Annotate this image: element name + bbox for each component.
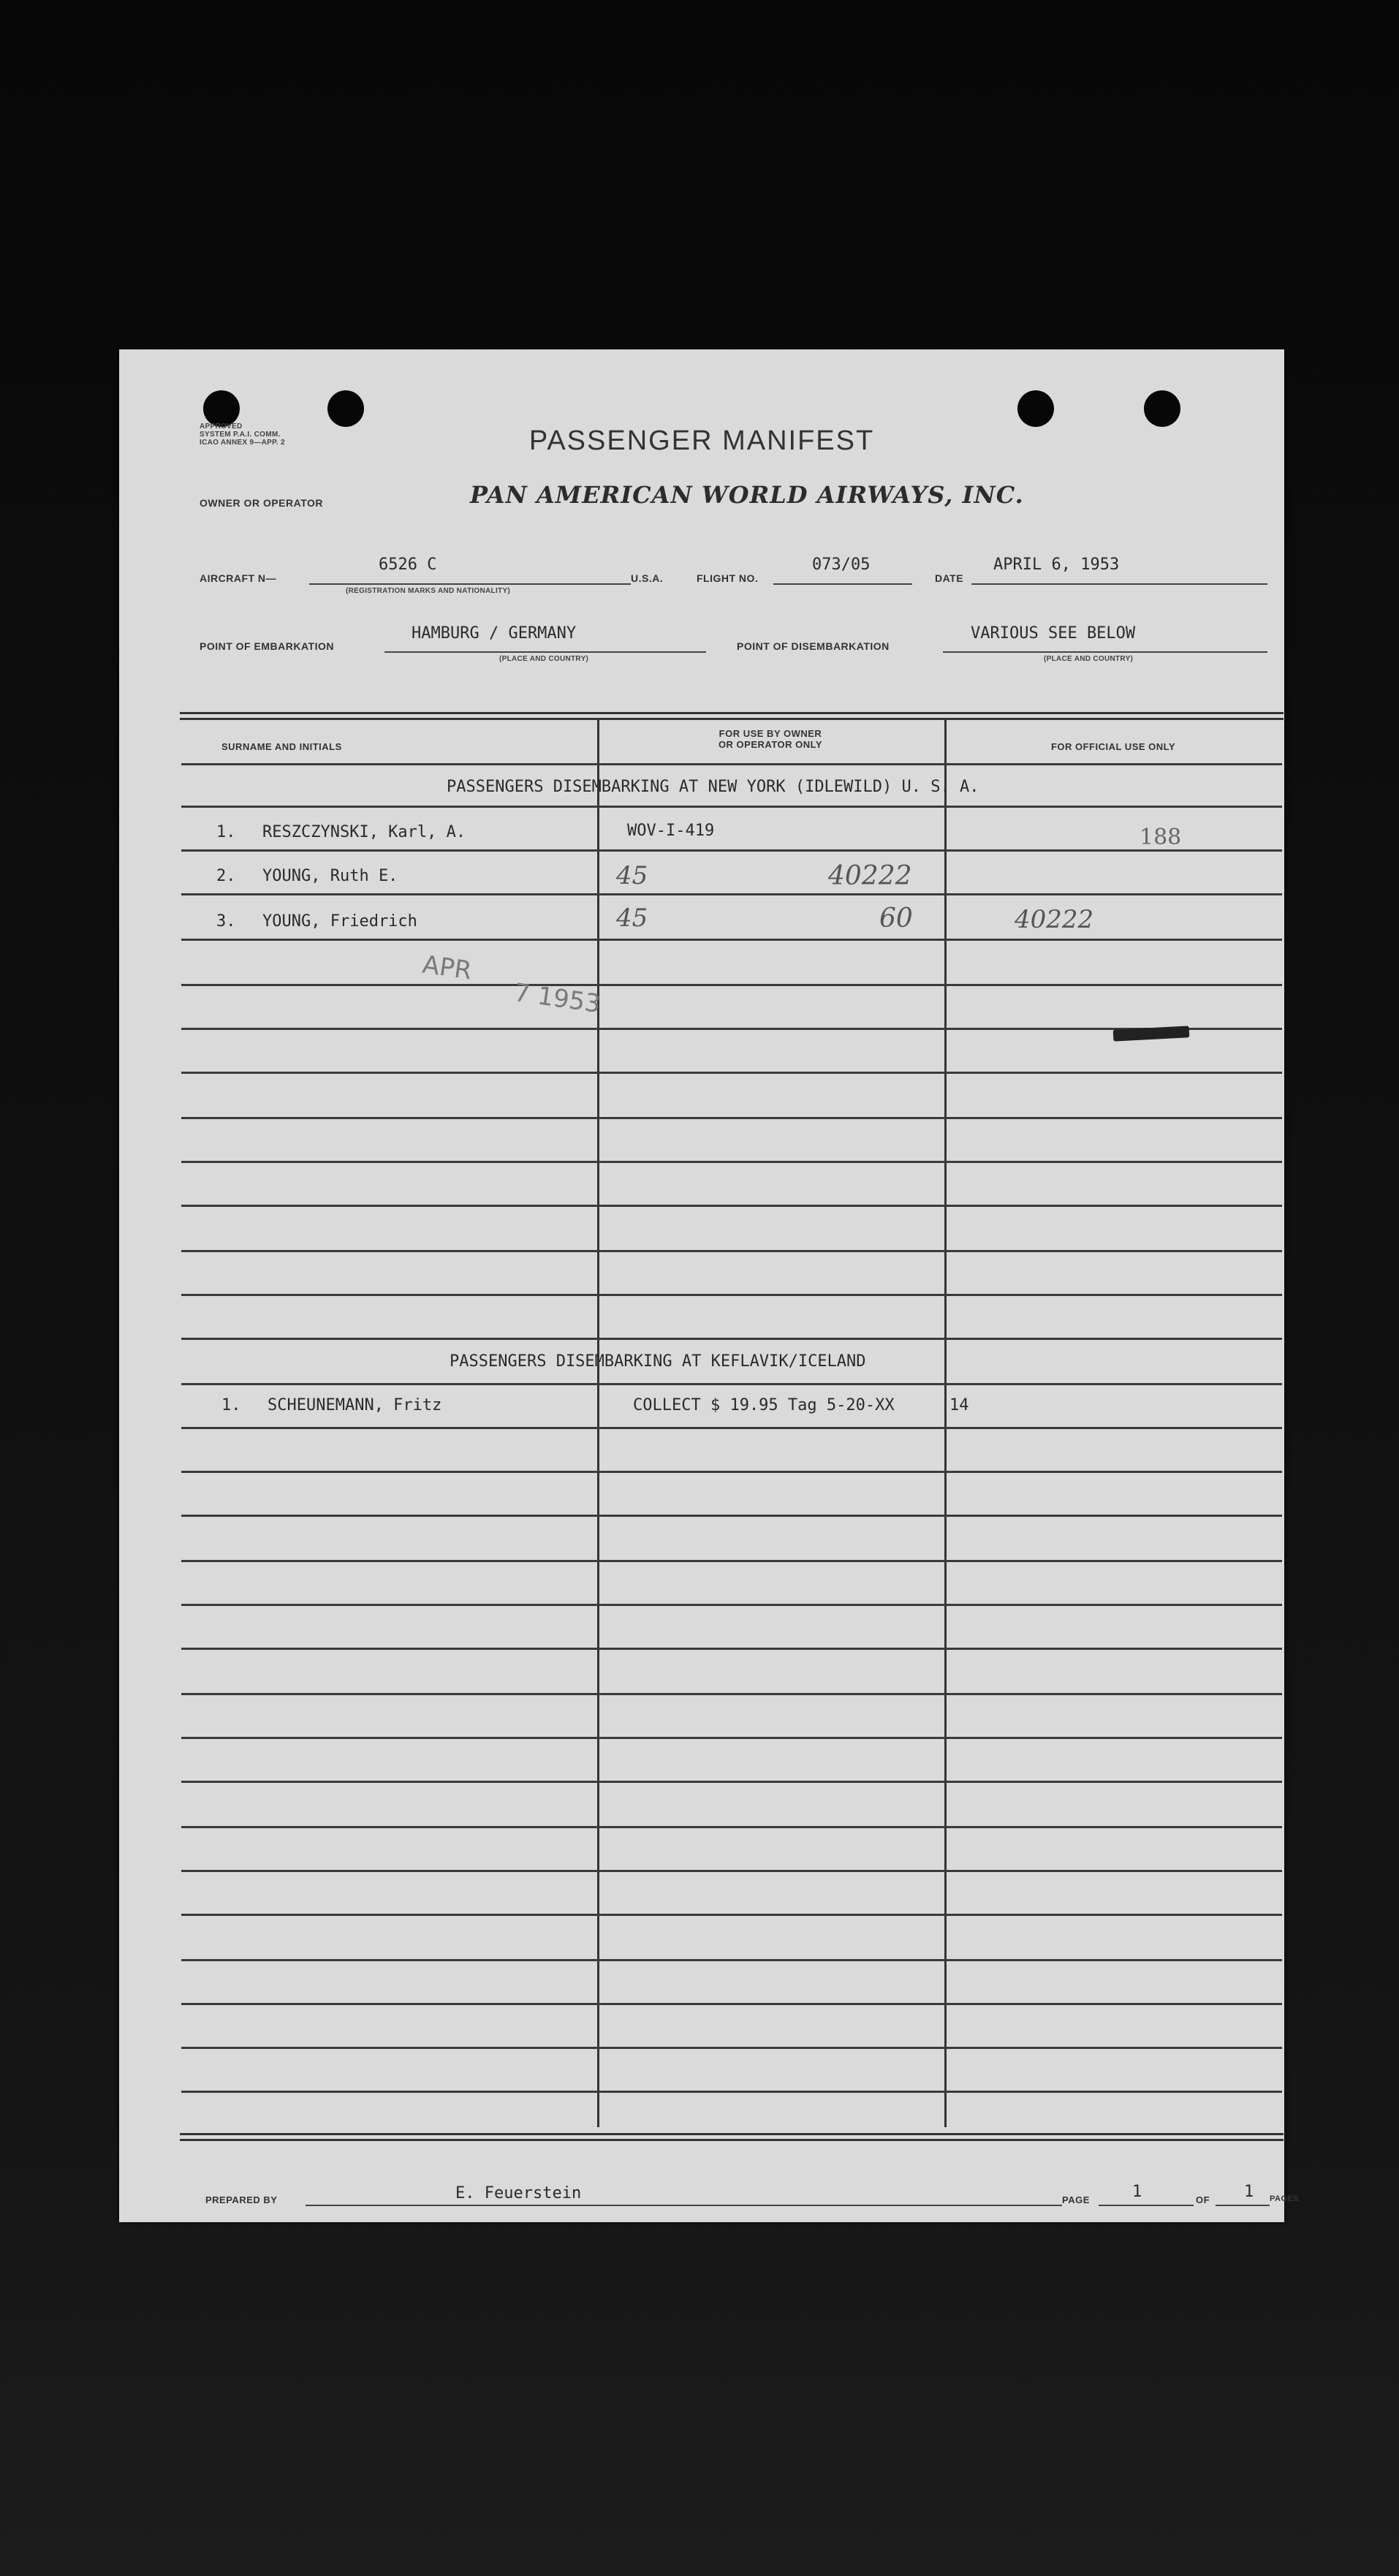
column-header-official: FOR OFFICIAL USE ONLY xyxy=(1050,741,1176,752)
column-header-surname: SURNAME AND INITIALS xyxy=(221,741,342,752)
of-label: OF xyxy=(1196,2194,1210,2205)
row-rule xyxy=(181,1205,1282,1207)
row-rule xyxy=(181,1604,1282,1606)
owner-use-value: WOV-I-419 xyxy=(627,822,715,840)
aircraft-label: AIRCRAFT N— xyxy=(200,572,277,584)
approval-line: SYSTEM P.A.I. COMM. xyxy=(200,431,281,439)
owner-value: PAN AMERICAN WORLD AIRWAYS, INC. xyxy=(470,481,1024,509)
official-use-value: 188 xyxy=(1140,825,1182,850)
passenger-name: SCHEUNEMANN, Fritz xyxy=(268,1396,442,1414)
row-rule xyxy=(181,1959,1282,1961)
prepared-by-value: E. Feuerstein xyxy=(455,2184,582,2202)
row-rule xyxy=(181,1870,1282,1872)
received-stamp-date: 7 1953 xyxy=(512,977,603,1020)
pages-label: PAGES xyxy=(1270,2194,1300,2203)
row-rule xyxy=(181,849,1282,852)
punch-hole xyxy=(203,390,240,427)
embarkation-value: HAMBURG / GERMANY xyxy=(412,624,577,643)
page-value: 1 xyxy=(1132,2183,1142,2201)
prepared-by-label: PREPARED BY xyxy=(205,2194,278,2205)
flight-underline xyxy=(773,583,912,585)
row-rule xyxy=(181,1560,1282,1562)
approval-line: APPROVED xyxy=(200,423,243,431)
row-rule xyxy=(181,893,1282,895)
column-header-owner: OR OPERATOR ONLY xyxy=(718,739,823,750)
row-rule xyxy=(181,763,1282,765)
flight-value: 073/05 xyxy=(812,556,871,574)
usa-label: U.S.A. xyxy=(631,572,664,584)
row-rule xyxy=(181,1471,1282,1473)
of-value: 1 xyxy=(1244,2183,1254,2201)
disembarkation-value: VARIOUS SEE BELOW xyxy=(971,624,1136,643)
row-rule xyxy=(181,1383,1282,1385)
embarkation-label: POINT OF EMBARKATION xyxy=(200,640,334,652)
owner-use-value: COLLECT $ 19.95 Tag 5-20-XX xyxy=(633,1396,895,1414)
section-heading-new-york: PASSENGERS DISEMBARKING AT NEW YORK (IDLEWILD) U. S. A. xyxy=(447,778,979,796)
owner-handwritten-mark: 45 xyxy=(616,861,648,890)
owner-handwritten-mark: 40222 xyxy=(828,861,912,891)
row-rule xyxy=(181,1072,1282,1074)
row-rule xyxy=(181,1515,1282,1517)
row-number: 1. xyxy=(221,1396,241,1414)
row-rule xyxy=(181,1117,1282,1119)
disembarkation-caption: (PLACE AND COUNTRY) xyxy=(1044,655,1134,663)
table-top-rule xyxy=(180,712,1284,720)
column-header-owner: FOR USE BY OWNER xyxy=(719,728,822,739)
embarkation-caption: (PLACE AND COUNTRY) xyxy=(499,655,589,663)
passenger-name: RESZCZYNSKI, Karl, A. xyxy=(262,823,466,841)
official-handwritten-mark: 40222 xyxy=(1015,905,1094,934)
official-use-value: 14 xyxy=(949,1396,969,1414)
flight-label: FLIGHT NO. xyxy=(697,572,759,584)
owner-handwritten-mark: 45 xyxy=(616,904,648,933)
row-rule xyxy=(181,1294,1282,1296)
row-rule xyxy=(181,1250,1282,1252)
row-rule xyxy=(181,1826,1282,1828)
aircraft-value: 6526 C xyxy=(379,556,437,574)
row-rule xyxy=(181,1914,1282,1916)
row-rule xyxy=(181,1161,1282,1163)
row-number: 3. xyxy=(216,912,236,931)
passenger-name: YOUNG, Friedrich xyxy=(262,912,417,931)
aircraft-underline xyxy=(309,583,631,585)
prepared-by-underline xyxy=(306,2205,1062,2206)
row-rule xyxy=(181,1648,1282,1650)
row-number: 2. xyxy=(216,867,236,885)
page-title: PASSENGER MANIFEST xyxy=(528,425,875,456)
punch-hole xyxy=(1017,390,1054,427)
passenger-name: YOUNG, Ruth E. xyxy=(262,867,398,885)
approval-line: ICAO ANNEX 9—APP. 2 xyxy=(200,439,285,447)
row-rule xyxy=(181,1737,1282,1739)
punch-hole xyxy=(327,390,364,427)
row-rule xyxy=(181,939,1282,941)
row-rule xyxy=(181,1693,1282,1695)
row-rule xyxy=(181,1781,1282,1783)
received-stamp-month: APR xyxy=(420,950,474,986)
date-underline xyxy=(971,583,1267,585)
date-label: DATE xyxy=(935,572,964,584)
row-rule xyxy=(181,1338,1282,1340)
row-rule xyxy=(181,1427,1282,1429)
manifest-sheet xyxy=(119,349,1300,2222)
punch-hole xyxy=(1144,390,1180,427)
row-rule xyxy=(181,806,1282,808)
aircraft-caption: (REGISTRATION MARKS AND NATIONALITY) xyxy=(346,587,511,595)
row-rule xyxy=(181,2047,1282,2049)
page-underline xyxy=(1099,2205,1194,2206)
disembarkation-label: POINT OF DISEMBARKATION xyxy=(737,640,890,652)
row-rule xyxy=(181,2003,1282,2005)
page-label: PAGE xyxy=(1062,2194,1090,2205)
date-value: APRIL 6, 1953 xyxy=(993,556,1120,574)
owner-handwritten-mark: 60 xyxy=(879,904,913,933)
embarkation-underline xyxy=(384,651,706,653)
table-bottom-rule xyxy=(180,2133,1284,2141)
row-number: 1. xyxy=(216,823,236,841)
row-rule xyxy=(181,2091,1282,2093)
disembarkation-underline xyxy=(943,651,1267,653)
row-rule xyxy=(181,984,1282,986)
owner-label: OWNER OR OPERATOR xyxy=(200,497,323,509)
of-underline xyxy=(1216,2205,1270,2206)
section-heading-keflavik: PASSENGERS DISEMBARKING AT KEFLAVIK/ICELAND xyxy=(450,1352,866,1371)
